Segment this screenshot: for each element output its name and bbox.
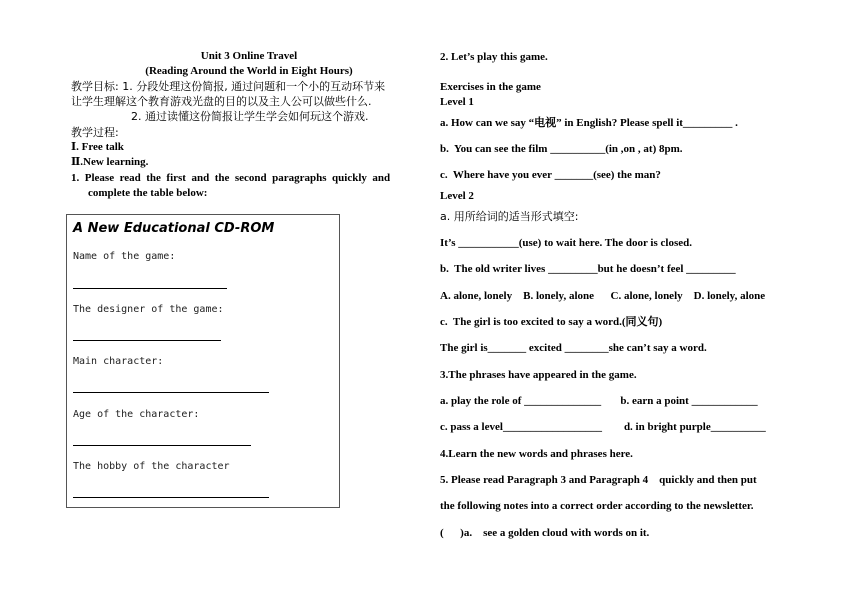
level-2-question-a: a. 用所给词的适当形式填空:	[440, 210, 579, 223]
teaching-goal-1b: 让学生理解这个教育游戏光盘的目的以及主人公可以做些什么.	[71, 95, 372, 108]
step-free-talk: Ⅰ. Free talk	[71, 141, 124, 153]
task-1-line-2: complete the table below:	[88, 187, 208, 199]
level-1-question-c: c. Where have you ever _______(see) the man?	[440, 169, 661, 181]
answer-line-main-character[interactable]	[73, 392, 269, 393]
level-1-heading: Level 1	[440, 96, 474, 108]
task-1-line-1: 1. Please read the first and the second paragraphs quickly and	[71, 172, 391, 184]
level-2-heading: Level 2	[440, 190, 474, 202]
answer-line-character-hobby[interactable]	[73, 497, 269, 498]
level-2-question-c: c. The girl is too excited to say a word.(同义句)	[440, 316, 663, 328]
section-phrases: 3.The phrases have appeared in the game.	[440, 369, 637, 381]
page-subtitle: (Reading Around the World in Eight Hours)	[145, 65, 353, 77]
cdrom-table-title: A New Educational CD-ROM	[73, 221, 275, 236]
level-2-question-b: b. The old writer lives _________but he doesn’t feel _________	[440, 263, 736, 275]
step-new-learning: Ⅱ.New learning.	[71, 156, 149, 168]
section-5-line-2: the following notes into a correct order according to the newsletter.	[440, 500, 754, 512]
field-character-age: Age of the character:	[73, 409, 200, 420]
level-2-sentence-a: It’s ___________(use) to wait here. The door is closed.	[440, 237, 692, 249]
level-2-options-b: A. alone, lonely B. lonely, alone C. alone, lonely D. lonely, alone	[440, 290, 766, 302]
order-item-a: ( )a. see a golden cloud with words on it.	[440, 527, 650, 539]
section-play-game: 2. Let’s play this game.	[440, 51, 548, 63]
page-title: Unit 3 Online Travel	[200, 50, 298, 62]
teaching-goal-1a: 教学目标: 1. 分段处理这份简报, 通过问题和一个小的互动环节来	[71, 80, 386, 93]
answer-line-designer[interactable]	[73, 340, 221, 341]
section-new-words: 4.Learn the new words and phrases here.	[440, 448, 633, 460]
phrases-row-2: c. pass a level__________________ d. in bright purple__________	[440, 421, 766, 433]
level-1-question-a: a. How can we say “电视” in English? Please spell it_________ .	[440, 117, 738, 129]
level-2-sentence-c: The girl is_______ excited ________she can’t say a word.	[440, 342, 707, 354]
field-designer: The designer of the game:	[73, 304, 224, 315]
section-5-line-1: 5. Please read Paragraph 3 and Paragraph 4 quickly and then put	[440, 474, 757, 486]
teaching-goal-2: 2. 通过读懂这份简报让学生学会如何玩这个游戏.	[131, 110, 369, 123]
answer-line-game-name[interactable]	[73, 288, 227, 289]
exercises-heading: Exercises in the game	[440, 81, 541, 93]
field-character-hobby: The hobby of the character	[73, 461, 230, 472]
level-1-question-b: b. You can see the film __________(in ,on , at) 8pm.	[440, 143, 683, 155]
answer-line-character-age[interactable]	[73, 445, 251, 446]
teaching-process-heading: 教学过程:	[71, 126, 119, 139]
cdrom-table	[66, 214, 340, 508]
field-game-name: Name of the game:	[73, 251, 176, 262]
phrases-row-1: a. play the role of ______________ b. earn a point ____________	[440, 395, 758, 407]
field-main-character: Main character:	[73, 356, 164, 367]
